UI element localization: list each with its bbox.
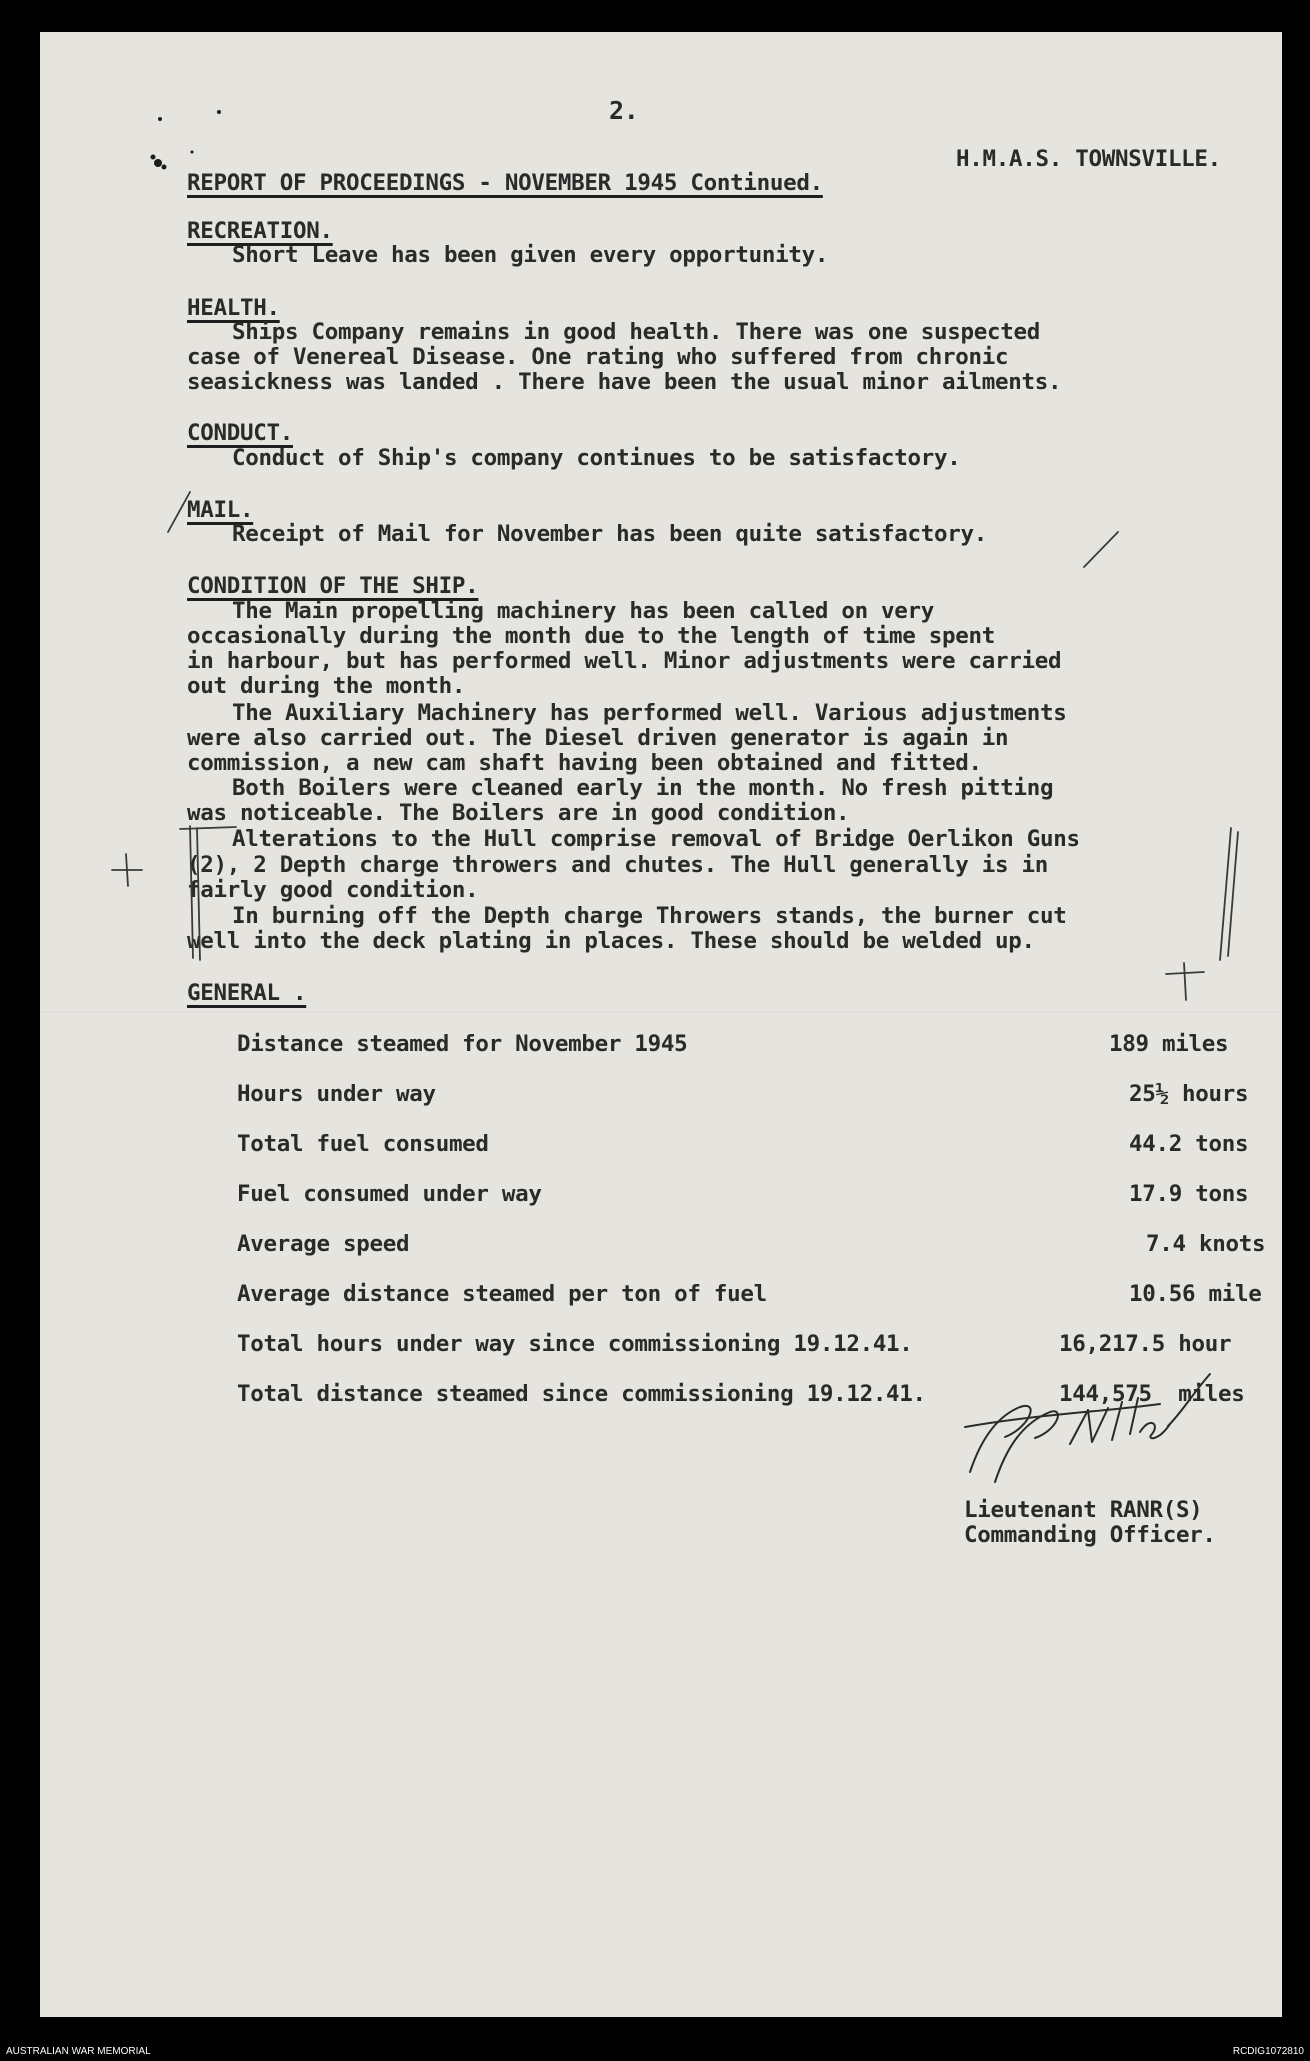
section-line: well into the deck plating in places. These should be welded up. [187, 928, 1035, 954]
document-page [40, 32, 1282, 2017]
pencil-plus-mark [112, 854, 142, 886]
section-line: Short Leave has been given every opportunity. [232, 242, 829, 268]
general-row-value: 44.2 tons [1129, 1131, 1249, 1157]
general-row-value: 16,217.5 hour [1059, 1331, 1232, 1357]
ink-specks [151, 110, 222, 170]
footer-source: AUSTRALIAN WAR MEMORIAL [6, 2046, 151, 2057]
pencil-bracket-right [1220, 828, 1238, 960]
signature-role: Commanding Officer. [964, 1522, 1216, 1548]
section-line: case of Venereal Disease. One rating who suffered from chronic [187, 344, 1009, 370]
section-line: Alterations to the Hull comprise removal of Bridge Oerlikon Guns [232, 826, 1080, 852]
general-row-label: Distance steamed for November 1945 [237, 1031, 688, 1057]
report-title: REPORT OF PROCEEDINGS - NOVEMBER 1945 Continued. [187, 170, 823, 196]
general-row-label: Total hours under way since commissioning 19.12.41. [237, 1331, 913, 1357]
page-number: 2. [609, 96, 639, 125]
section-line: out during the month. [187, 673, 466, 699]
section-heading-recreation: RECREATION. [187, 218, 333, 244]
general-row-label: Total fuel consumed [237, 1131, 489, 1157]
section-heading-general: GENERAL . [187, 980, 307, 1006]
general-row-label: Average speed [237, 1231, 410, 1257]
section-line: The Main propelling machinery has been called on very [232, 598, 935, 624]
general-row-value: 189 miles [1109, 1031, 1229, 1057]
ship-name: H.M.A.S. TOWNSVILLE. [956, 146, 1221, 172]
section-line: Both Boilers were cleaned early in the month. No fresh pitting [232, 775, 1054, 801]
section-line: commission, a new cam shaft having been obtained and fitted. [187, 750, 982, 776]
general-row-label: Fuel consumed under way [237, 1181, 542, 1207]
section-line: Conduct of Ship's company continues to be satisfactory. [232, 445, 961, 471]
paper-fold [40, 1012, 1282, 1014]
pencil-plus-mark [1166, 963, 1204, 1000]
section-line: occasionally during the month due to the length of time spent [187, 623, 996, 649]
general-row-value: 10.56 mile [1129, 1281, 1262, 1307]
general-row-value: 7.4 knots [1146, 1231, 1266, 1257]
section-line: was noticeable. The Boilers are in good condition. [187, 800, 850, 826]
general-row-label: Average distance steamed per ton of fuel [237, 1281, 767, 1307]
section-heading-condition: CONDITION OF THE SHIP. [187, 573, 479, 599]
section-line: seasickness was landed . There have been the usual minor ailments. [187, 369, 1062, 395]
section-line: Receipt of Mail for November has been quite satisfactory. [232, 521, 988, 547]
general-row-value: 144,575 miles [1059, 1381, 1245, 1407]
section-line: In burning off the Depth charge Throwers stands, the burner cut [232, 903, 1067, 929]
section-line: (2), 2 Depth charge throwers and chutes. The Hull generally is in [187, 852, 1049, 878]
section-line: in harbour, but has performed well. Minor adjustments were carried [187, 648, 1062, 674]
general-row-label: Hours under way [237, 1081, 436, 1107]
pencil-tick-mark [1084, 532, 1118, 567]
section-line: The Auxiliary Machinery has performed well. Various adjustments [232, 700, 1067, 726]
general-row-label: Total distance steamed since commissioning 19.12.41. [237, 1381, 926, 1407]
signature-rank: Lieutenant RANR(S) [964, 1497, 1203, 1523]
section-heading-mail: MAIL. [187, 497, 254, 523]
general-row-value: 17.9 tons [1129, 1181, 1249, 1207]
section-heading-health: HEALTH. [187, 295, 280, 321]
footer-id: RCDIG1072810 [1232, 2046, 1304, 2057]
general-row-value: 25½ hours [1129, 1081, 1249, 1107]
section-line: Ships Company remains in good health. There was one suspected [232, 319, 1041, 345]
section-heading-conduct: CONDUCT. [187, 420, 293, 446]
section-line: were also carried out. The Diesel driven generator is again in [187, 725, 1009, 751]
section-line: fairly good condition. [187, 877, 479, 903]
